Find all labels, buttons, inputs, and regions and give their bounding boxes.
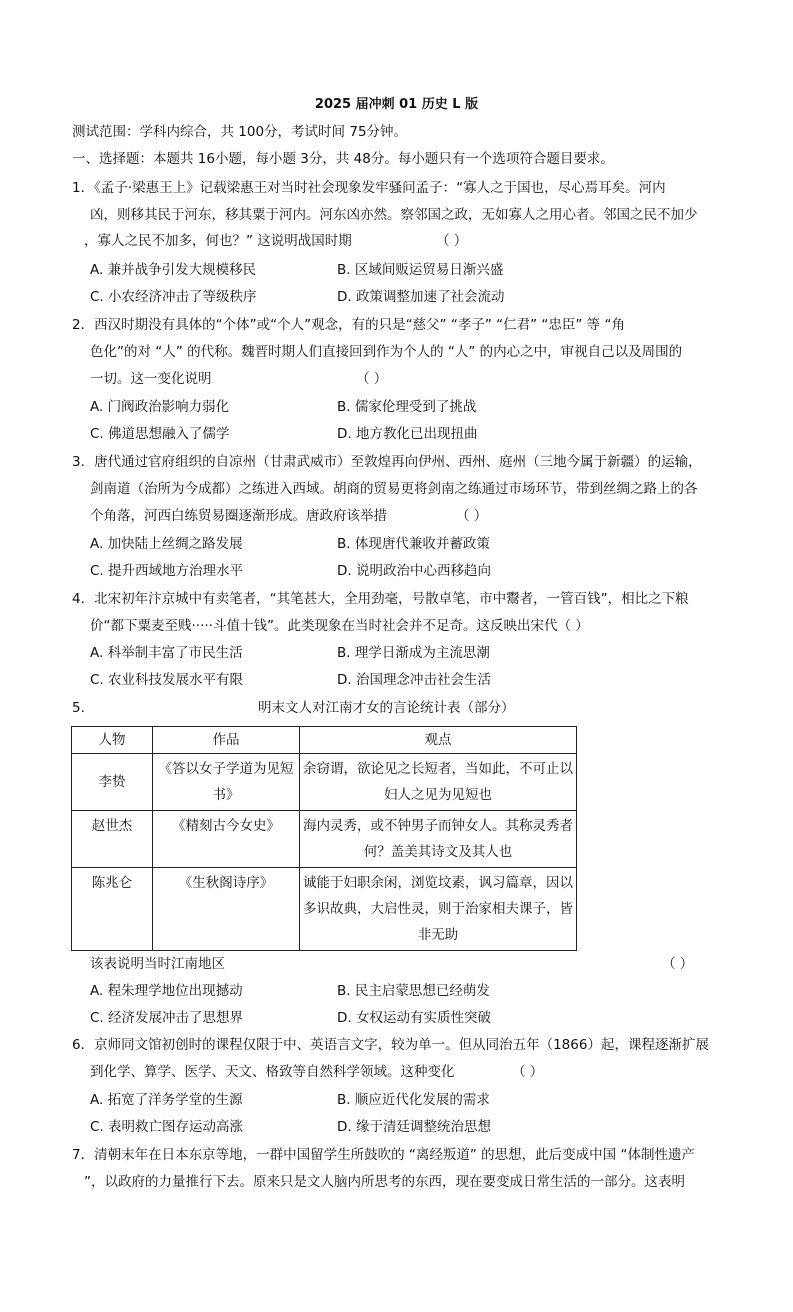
- cell-view: 余窃谓，欲论见之长短者，当如此，不可止以妇人之见为见短也: [300, 754, 577, 811]
- q2-line-2: 色化”的对 “人” 的代称。魏晋时期人们直接回到作为个人的 “人” 的内心之中，审视自己以及周围的: [90, 344, 683, 360]
- cell-person: 李贽: [72, 754, 153, 811]
- q6-option-c[interactable]: C. 表明救亡图存运动高涨: [90, 1119, 244, 1135]
- q7-line-2: ”，以政府的力量推行下去。原来只是文人脑内所思考的东西，现在要变成日常生活的一部分。这表明: [84, 1174, 685, 1190]
- q5-option-b[interactable]: B. 民主启蒙思想已经萌发: [337, 983, 490, 999]
- q2-option-c[interactable]: C. 佛道思想融入了儒学: [90, 426, 230, 442]
- q3-option-c[interactable]: C. 提升西域地方治理水平: [90, 563, 244, 579]
- q4-line-1: 4．北宋初年汴京城中有卖笔者，“其笔甚大，全用劲毫，号散卓笔，市中鬻者，一管百钱”，相比之下粮: [72, 591, 689, 607]
- q1-option-b[interactable]: B. 区域间贩运贸易日渐兴盛: [337, 262, 504, 278]
- q1-option-a[interactable]: A. 兼并战争引发大规模移民: [90, 262, 257, 278]
- section-heading: 一、选择题：本题共 16小题，每小题 3分，共 48分。每小题只有一个选项符合题目要求。: [72, 151, 614, 167]
- table-row: [72, 811, 577, 868]
- q4-option-c[interactable]: C. 农业科技发展水平有限: [90, 672, 244, 688]
- q6-line-2: 到化学、算学、医学、天文、格致等自然科学领域。这种变化: [90, 1064, 455, 1080]
- q5-option-c[interactable]: C. 经济发展冲击了思想界: [90, 1010, 244, 1026]
- q4-option-d[interactable]: D. 治国理念冲击社会生活: [337, 672, 491, 688]
- q2-option-b[interactable]: B. 儒家伦理受到了挑战: [337, 399, 477, 415]
- cell-person: 赵世杰: [72, 811, 153, 868]
- q1-answer-paren: （ ）: [436, 233, 468, 249]
- q3-line-1: 3．唐代通过官府组织的自凉州（甘肃武威市）至敦煌再向伊州、西州、庭州（三地今属于新疆）的运输，: [72, 454, 702, 470]
- q4-option-b[interactable]: B. 理学日渐成为主流思潮: [337, 645, 490, 661]
- cell-work: 《答以女子学道为见短书》: [153, 754, 300, 811]
- q5-answer-paren: （ ）: [662, 956, 694, 972]
- q4-line-2: 价“都下粟麦至贱·····斗值十钱”。此类现象在当时社会并不足奇。这反映出宋代（ ）: [90, 618, 589, 634]
- q3-answer-paren: （ ）: [456, 508, 488, 524]
- cell-work: 《精刻古今女史》: [153, 811, 300, 868]
- q3-option-d[interactable]: D. 说明政治中心西移趋向: [337, 563, 491, 579]
- q5-option-d[interactable]: D. 女权运动有实质性突破: [337, 1010, 491, 1026]
- page-title: 2025 届冲刺 01 历史 L 版: [314, 97, 479, 112]
- q6-answer-paren: （ ）: [512, 1064, 544, 1080]
- q3-option-a[interactable]: A. 加快陆上丝绸之路发展: [90, 536, 243, 552]
- q2-line-3: 一切。这一变化说明: [90, 371, 212, 387]
- q4-option-a[interactable]: A. 科举制丰富了市民生活: [90, 645, 243, 661]
- q2-option-a[interactable]: A. 门阀政治影响力弱化: [90, 399, 230, 415]
- table-row: [72, 868, 577, 951]
- q6-line-1: 6．京师同文馆初创时的课程仅限于中、英语言文字，较为单一。但从同治五年（1866）起，课程逐渐扩展: [72, 1037, 709, 1053]
- q6-option-a[interactable]: A. 拓宽了洋务学堂的生源: [90, 1092, 243, 1108]
- cell-view: 海内灵秀，或不钟男子而钟女人。其称灵秀者何？盖美其诗文及其人也: [300, 811, 577, 868]
- exam-scope: 测试范围：学科内综合，共 100分，考试时间 75分钟。: [72, 124, 408, 140]
- q3-line-2: 剑南道（治所为今成都）之练进入西域。胡商的贸易更将剑南之练通过市场环节，带到丝绸之路上的各: [90, 481, 698, 497]
- q2-line-1: 2．西汉时期没有具体的“个体”或“个人”观念，有的只是“慈父” “孝子” “仁君” “忠臣” 等 “角: [72, 317, 625, 333]
- q3-option-b[interactable]: B. 体现唐代兼收并蓄政策: [337, 536, 490, 552]
- column-header-view: 观点: [300, 727, 577, 754]
- q5-table-title: 明末文人对江南才女的言论统计表（部分）: [258, 700, 515, 716]
- cell-view: 诚能于妇职余闲，浏览坟素，讽习篇章，因以多识故典，大启性灵，则于治家相夫课子，皆非无助: [300, 868, 577, 951]
- table-row: [72, 754, 577, 811]
- q1-line-1: 1．《孟子·梁惠王上》记载梁惠王对当时社会现象发牢骚问孟子：“寡人之于国也，尽心焉耳矣。河内: [72, 180, 666, 196]
- column-header-person: 人物: [72, 727, 153, 754]
- q3-line-3: 个角落，河西白练贸易圈逐渐形成。唐政府该举措: [90, 508, 387, 524]
- q5-option-a[interactable]: A. 程朱理学地位出现撼动: [90, 983, 243, 999]
- column-header-work: 作品: [153, 727, 300, 754]
- q5-stem: 该表说明当时江南地区: [90, 956, 225, 972]
- q7-line-1: 7．清朝末年在日本东京等地，一群中国留学生所鼓吹的 “离经叛道” 的思想，此后变成中国 “体制性遗产: [72, 1147, 695, 1163]
- table-header-row: [72, 727, 577, 754]
- q2-option-d[interactable]: D. 地方教化已出现扭曲: [337, 426, 478, 442]
- cell-work: 《生秋阁诗序》: [153, 868, 300, 951]
- q1-line-2: 凶，则移其民于河东，移其粟于河内。河东凶亦然。察邻国之政，无如寡人之用心者。邻国之民不加少: [90, 207, 698, 223]
- q5-number: 5.: [72, 700, 85, 716]
- q2-answer-paren: （ ）: [356, 371, 388, 387]
- cell-person: 陈兆仑: [72, 868, 153, 951]
- q5-statistics-table: [71, 726, 577, 951]
- q1-option-c[interactable]: C. 小农经济冲击了等级秩序: [90, 289, 257, 305]
- q6-option-d[interactable]: D. 缘于清廷调整统治思想: [337, 1119, 491, 1135]
- q6-option-b[interactable]: B. 顺应近代化发展的需求: [337, 1092, 490, 1108]
- q1-option-d[interactable]: D. 政策调整加速了社会流动: [337, 289, 505, 305]
- q1-line-3: ，寡人之民不加多，何也？” 这说明战国时期: [84, 233, 352, 249]
